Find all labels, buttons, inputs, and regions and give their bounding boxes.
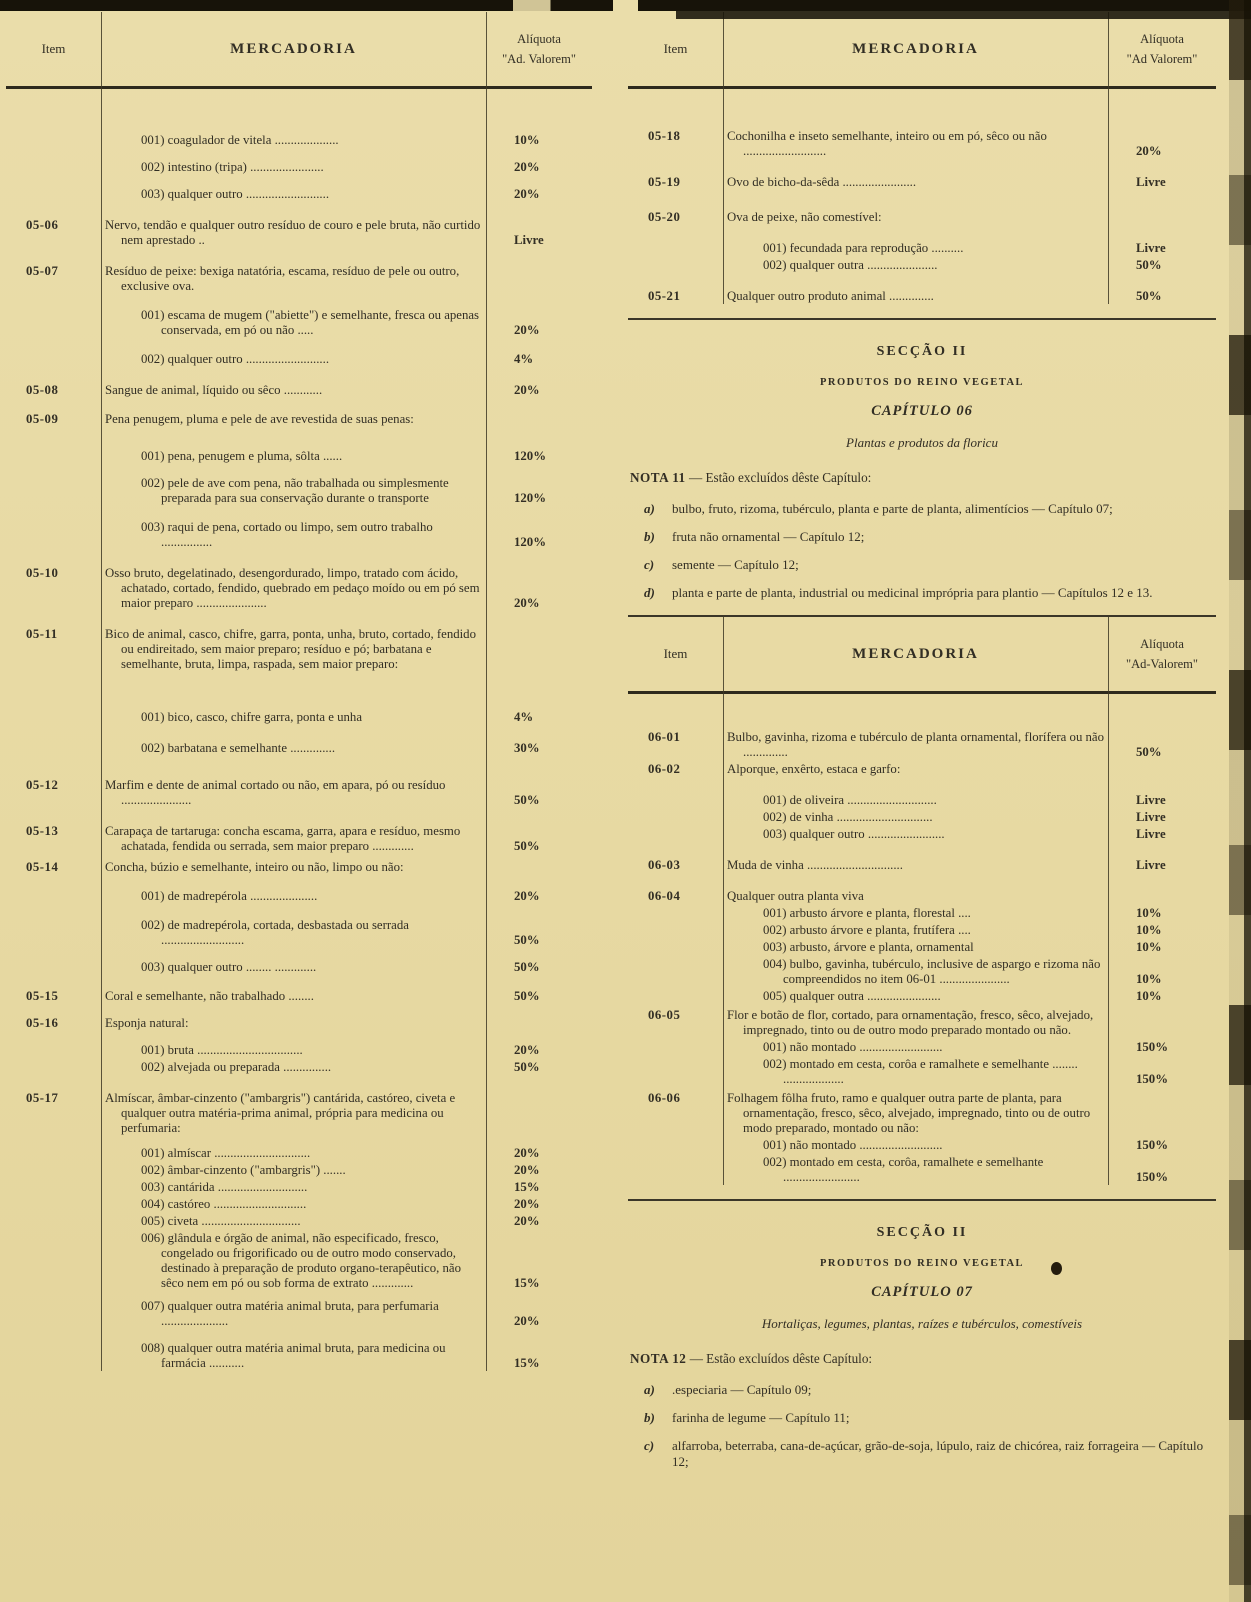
table-row <box>6 1197 592 1212</box>
row-item-code <box>628 1040 723 1055</box>
row-item-code: 05-20 <box>648 210 681 224</box>
row-description: 001) fecundada para reprodução .......... <box>763 241 964 255</box>
row-item-code: 05-19 <box>648 175 681 189</box>
row-rate: Livre <box>1136 175 1166 189</box>
table-row <box>628 1008 1216 1038</box>
row-item-code: 06-03 <box>648 858 681 872</box>
table-row <box>6 960 592 975</box>
row-description: 002) arbusto árvore e planta, frutífera .... <box>763 923 971 937</box>
exclusion-item <box>628 529 1216 545</box>
row-rate: 120% <box>514 449 546 463</box>
table-row <box>628 827 1216 842</box>
section-chapter-06 <box>628 318 1216 601</box>
row-description: Cochonilha e inseto semelhante, inteiro ou em pó, sêco ou não .......................... <box>727 129 1047 158</box>
row-description: 002) qualquer outra ...................... <box>763 258 938 272</box>
row-description: 001) pena, penugem e pluma, sôlta ...... <box>141 449 343 463</box>
column-divider-left <box>723 615 724 1185</box>
row-item-code <box>6 133 101 148</box>
table-row <box>628 923 1216 938</box>
exclusion-text: bulbo, fruto, rizoma, tubérculo, planta e parte de planta, alimentícios — Capítulo 07; <box>672 501 1113 516</box>
table-row <box>6 824 592 854</box>
row-description: 002) de vinha .............................. <box>763 810 933 824</box>
table-row <box>628 793 1216 808</box>
row-description: Carapaça de tartaruga: concha escama, garra, apara e resíduo, mesmo achatada, fendida ou serrada, sem maior preparo ............. <box>105 824 461 853</box>
row-description: Qualquer outro produto animal .............. <box>727 289 934 303</box>
row-rate: 20% <box>514 1314 540 1328</box>
row-description: 001) almíscar .............................. <box>141 1146 311 1160</box>
row-description: 002) âmbar-cinzento ("ambargris") ....... <box>141 1163 346 1177</box>
right-column <box>628 12 1216 1482</box>
row-item-code: 05-11 <box>26 627 58 641</box>
section-subtitle: PRODUTOS DO REINO VEGETAL <box>819 377 1025 388</box>
exclusion-text: farinha de legume — Capítulo 11; <box>672 1410 850 1425</box>
row-description: 003) cantárida ............................ <box>141 1180 308 1194</box>
row-description: 001) arbusto árvore e planta, florestal .... <box>763 906 971 920</box>
table-row <box>6 352 592 367</box>
row-rate: 50% <box>514 1060 540 1074</box>
row-rate: 20% <box>514 160 540 174</box>
row-rate: 120% <box>514 535 546 549</box>
nota-label: NOTA 12 <box>630 1351 687 1366</box>
table-row <box>6 449 592 464</box>
column-header-item: Item <box>663 646 688 661</box>
table-row <box>6 218 592 248</box>
column-header-item: Item <box>41 41 66 56</box>
row-rate: 15% <box>514 1356 540 1370</box>
row-description: Coral e semelhante, não trabalhado ........ <box>105 989 314 1003</box>
row-rate: 20% <box>514 1214 540 1228</box>
table-row <box>628 175 1216 190</box>
nota-text: — Estão excluídos dêste Capítulo: <box>685 470 872 485</box>
table-body <box>6 133 592 1371</box>
table-row <box>6 1180 592 1195</box>
row-item-code <box>628 989 723 1004</box>
row-description: Bulbo, gavinha, rizoma e tubérculo de planta ornamental, florífera ou não .............. <box>727 730 1105 759</box>
chapter-title: CAPÍTULO 07 <box>871 1284 973 1300</box>
row-item-code: 06-02 <box>648 762 681 776</box>
row-description: Folhagem fôlha fruto, ramo e qualquer outra parte de planta, para ornamentação, fresco, sêco, alvejado, impregnado, tinto ou de outro modo preparado, montado ou não: <box>727 1091 1091 1135</box>
row-item-code <box>6 710 101 725</box>
row-item-code <box>6 1180 101 1195</box>
row-description: 002) barbatana e semelhante .............. <box>141 741 336 755</box>
section-title: SECÇÃO II <box>876 1225 968 1240</box>
row-item-code <box>6 1214 101 1229</box>
row-rate: 10% <box>514 133 540 147</box>
table-row <box>628 906 1216 921</box>
table-row <box>6 860 592 875</box>
table-row <box>628 129 1216 159</box>
row-rate: 20% <box>514 323 540 337</box>
row-item-code <box>6 352 101 367</box>
row-description: Ovo de bicho-da-sêda ....................... <box>727 175 917 189</box>
table-row <box>6 918 592 948</box>
table-row <box>628 730 1216 760</box>
row-rate: Livre <box>514 233 544 247</box>
row-item-code: 05-18 <box>648 129 681 143</box>
exclusion-letter: a) <box>644 1382 655 1397</box>
row-rate: 30% <box>514 741 540 755</box>
column-header-item: Item <box>663 41 688 56</box>
row-item-code <box>6 1341 101 1371</box>
table-row <box>6 264 592 294</box>
column-divider-left <box>723 12 724 304</box>
row-description: 003) raqui de pena, cortado ou limpo, sem outro trabalho ................ <box>141 520 433 549</box>
aliquota-label-line1: Alíquota <box>1140 32 1184 46</box>
row-description: 008) qualquer outra matéria animal bruta, para medicina ou farmácia ........... <box>141 1341 446 1370</box>
table-row <box>6 1214 592 1229</box>
row-item-code: 05-14 <box>26 860 59 874</box>
column-header-aliquota <box>486 29 592 69</box>
row-rate: 50% <box>1136 745 1162 759</box>
row-description: 002) montado em cesta, corôa e ramalhete e semelhante ........ ................... <box>763 1057 1078 1086</box>
row-rate: 20% <box>1136 144 1162 158</box>
row-description: 005) qualquer outra ....................... <box>763 989 941 1003</box>
row-rate: 10% <box>1136 923 1162 937</box>
tariff-table-right-top <box>628 12 1216 304</box>
row-description: Bico de animal, casco, chifre, garra, ponta, unha, bruto, cortado, fendido ou endireitado, sem maior preparo; resíduo e pó; barbatana e semelhante, bruta, limpa, raspada, sem maior preparo: <box>105 627 476 671</box>
table-row <box>6 160 592 175</box>
table-row <box>628 1155 1216 1185</box>
row-rate: 50% <box>514 989 540 1003</box>
table-row <box>6 133 592 148</box>
table-row <box>6 1060 592 1075</box>
row-rate: Livre <box>1136 827 1166 841</box>
nota-line <box>628 1351 1216 1367</box>
row-item-code: 05-13 <box>26 824 59 838</box>
row-description: 001) bico, casco, chifre garra, ponta e unha <box>141 710 363 724</box>
row-item-code: 05-17 <box>26 1091 59 1105</box>
row-description: Sangue de animal, líquido ou sêco ............ <box>105 383 323 397</box>
aliquota-label-line2: "Ad-Valorem" <box>1126 657 1198 671</box>
table-row <box>628 210 1216 225</box>
row-item-code <box>628 827 723 842</box>
row-item-code <box>6 960 101 975</box>
row-rate: 150% <box>1136 1072 1168 1086</box>
exclusion-item <box>628 557 1216 573</box>
exclusion-text: semente — Capítulo 12; <box>672 557 799 572</box>
row-rate: 10% <box>1136 972 1162 986</box>
row-description: 003) qualquer outro .......................... <box>141 187 330 201</box>
row-item-code <box>628 1057 723 1087</box>
row-item-code <box>628 1155 723 1185</box>
row-rate: Livre <box>1136 810 1166 824</box>
table-row <box>628 1040 1216 1055</box>
row-item-code <box>6 1060 101 1075</box>
row-description: Pena penugem, pluma e pele de ave revestida de suas penas: <box>105 412 414 426</box>
table-row <box>6 778 592 808</box>
row-rate: 15% <box>514 1276 540 1290</box>
row-description: 006) glândula e órgão de animal, não especificado, fresco, congelado ou frigorificado ou de outro modo conservado, destinado à preparação de produto organo-terapêutico, não sêco nem em pó ou sob forma de extrato ............. <box>141 1231 462 1290</box>
row-description: Flor e botão de flor, cortado, para ornamentação, fresco, sêco, alvejado, impregnado, tinto ou de outro modo preparado montado ou não. <box>727 1008 1094 1037</box>
row-rate: 50% <box>514 793 540 807</box>
row-item-code: 05-09 <box>26 412 59 426</box>
table-row <box>6 1299 592 1329</box>
table-row <box>6 412 592 427</box>
nota-label: NOTA 11 <box>630 470 686 485</box>
table-row <box>6 1146 592 1161</box>
row-item-code: 05-16 <box>26 1016 59 1030</box>
left-column <box>6 12 592 1371</box>
row-item-code: 05-06 <box>26 218 59 232</box>
row-description: Resíduo de peixe: bexiga natatória, escama, resíduo de pele ou outro, exclusive ova. <box>105 264 460 293</box>
exclusion-item <box>628 1438 1216 1470</box>
column-divider-right <box>1108 615 1109 1185</box>
row-rate: 50% <box>1136 289 1162 303</box>
row-item-code <box>6 1146 101 1161</box>
row-item-code: 05-07 <box>26 264 59 278</box>
chapter-subtitle: Hortaliças, legumes, plantas, raízes e tubérculos, comestíveis <box>761 1316 1083 1331</box>
column-divider-left <box>101 12 102 1371</box>
table-row <box>628 258 1216 273</box>
row-rate: 150% <box>1136 1040 1168 1054</box>
table-row <box>6 1231 592 1291</box>
row-description: 002) qualquer outro .......................... <box>141 352 330 366</box>
row-description: Ova de peixe, não comestível: <box>727 210 882 224</box>
exclusion-text: fruta não ornamental — Capítulo 12; <box>672 529 865 544</box>
row-item-code <box>6 1163 101 1178</box>
row-rate: 150% <box>1136 1170 1168 1184</box>
row-description: Alporque, enxêrto, estaca e garfo: <box>727 762 901 776</box>
exclusion-letter: a) <box>644 501 655 516</box>
row-item-code <box>628 923 723 938</box>
column-header-mercadoria: MERCADORIA <box>852 40 979 57</box>
row-rate: 4% <box>514 352 534 366</box>
table-row <box>628 1091 1216 1136</box>
section-subtitle: PRODUTOS DO REINO VEGETAL <box>819 1258 1025 1269</box>
aliquota-label-line2: "Ad. Valorem" <box>502 52 576 66</box>
table-row <box>6 1341 592 1371</box>
row-description: 001) escama de mugem ("abiette") e semelhante, fresca ou apenas conservada, em pó ou não ..... <box>141 308 480 337</box>
row-item-code: 05-10 <box>26 566 59 580</box>
table-row <box>6 989 592 1004</box>
row-item-code <box>628 906 723 921</box>
row-description: Marfim e dente de animal cortado ou não, em apara, pó ou resíduo ...................... <box>105 778 446 807</box>
table-header <box>628 12 1216 89</box>
row-description: Concha, búzio e semelhante, inteiro ou não, limpo ou não: <box>105 860 404 874</box>
row-rate: 50% <box>514 933 540 947</box>
nota-line <box>628 470 1216 486</box>
table-body <box>628 730 1216 1185</box>
table-row <box>628 1138 1216 1153</box>
row-rate: 20% <box>514 596 540 610</box>
row-item-code <box>6 449 101 464</box>
row-rate: 20% <box>514 1197 540 1211</box>
table-row <box>628 989 1216 1004</box>
table-row <box>6 566 592 611</box>
row-description: 004) castóreo ............................. <box>141 1197 307 1211</box>
row-description: Muda de vinha .............................. <box>727 858 903 872</box>
table-row <box>628 1057 1216 1087</box>
row-item-code: 05-21 <box>648 289 681 303</box>
table-row <box>628 858 1216 873</box>
row-description: 004) bulbo, gavinha, tubérculo, inclusive de aspargo e rizoma não compreendidos no item 06-01 ...................... <box>763 957 1101 986</box>
scan-artifact-right-edge-dark <box>1244 0 1251 1602</box>
exclusion-text: alfarroba, beterraba, cana-de-açúcar, grão-de-soja, lúpulo, raiz de chicórea, raiz forrageira — Capítulo 12; <box>672 1438 1204 1469</box>
table-body <box>628 129 1216 304</box>
row-rate: 50% <box>514 839 540 853</box>
section-title: SECÇÃO II <box>876 344 968 359</box>
row-rate: 4% <box>514 710 534 724</box>
table-row <box>6 383 592 398</box>
row-description: 001) não montado .......................... <box>763 1040 943 1054</box>
table-row <box>6 741 592 756</box>
scan-artifact-top-band <box>0 0 1251 11</box>
row-item-code: 06-06 <box>648 1091 681 1105</box>
table-row <box>6 308 592 338</box>
column-header-mercadoria: MERCADORIA <box>230 40 357 57</box>
table-row <box>6 476 592 506</box>
row-description: 001) de oliveira ............................ <box>763 793 937 807</box>
row-item-code <box>6 1043 101 1058</box>
row-description: 001) coagulador de vitela .................... <box>141 133 339 147</box>
column-header-aliquota <box>1108 29 1216 69</box>
row-description: Qualquer outra planta viva <box>727 889 864 903</box>
exclusion-letter: c) <box>644 557 655 572</box>
row-item-code: 05-08 <box>26 383 59 397</box>
row-rate: 50% <box>514 960 540 974</box>
row-description: Esponja natural: <box>105 1016 189 1030</box>
row-item-code <box>628 258 723 273</box>
row-description: 001) não montado .......................... <box>763 1138 943 1152</box>
column-header-mercadoria: MERCADORIA <box>852 645 979 662</box>
row-item-code <box>6 889 101 904</box>
row-item-code: 06-05 <box>648 1008 681 1022</box>
column-divider-right <box>1108 12 1109 304</box>
exclusion-item <box>628 501 1216 517</box>
row-item-code: 06-01 <box>648 730 681 744</box>
row-description: 002) alvejada ou preparada ............... <box>141 1060 332 1074</box>
row-description: Osso bruto, degelatinado, desengordurado, limpo, tratado com ácido, achatado, cortado, fendido, quebrado em pedaço moído ou em pó sem maior preparo ...................... <box>105 566 480 610</box>
table-row <box>6 627 592 672</box>
row-rate: 150% <box>1136 1138 1168 1152</box>
row-description: 005) civeta ............................... <box>141 1214 301 1228</box>
row-item-code <box>6 1299 101 1329</box>
table-row <box>6 889 592 904</box>
row-description: 003) qualquer outro ........ ............. <box>141 960 317 974</box>
table-row <box>628 762 1216 777</box>
row-item-code <box>628 241 723 256</box>
row-rate: 20% <box>514 187 540 201</box>
table-row <box>6 187 592 202</box>
row-rate: 20% <box>514 383 540 397</box>
row-rate: 20% <box>514 1146 540 1160</box>
row-rate: 10% <box>1136 906 1162 920</box>
exclusion-letter: b) <box>644 529 655 544</box>
table-row <box>628 940 1216 955</box>
row-item-code <box>6 160 101 175</box>
row-description: 001) bruta ................................. <box>141 1043 303 1057</box>
row-item-code <box>6 741 101 756</box>
row-description: 002) intestino (tripa) ....................... <box>141 160 324 174</box>
row-item-code <box>628 940 723 955</box>
chapter-title: CAPÍTULO 06 <box>871 403 973 419</box>
row-item-code <box>6 918 101 948</box>
table-row <box>628 241 1216 256</box>
row-item-code <box>6 1197 101 1212</box>
row-description: 003) arbusto, árvore e planta, ornamental <box>763 940 974 954</box>
row-rate: Livre <box>1136 793 1166 807</box>
row-rate: Livre <box>1136 858 1166 872</box>
aliquota-label-line1: Alíquota <box>517 32 561 46</box>
row-rate: 15% <box>514 1180 540 1194</box>
chapter-subtitle: Plantas e produtos da floricu <box>846 435 998 450</box>
exclusion-item <box>628 1410 1216 1426</box>
exclusion-letter: c) <box>644 1438 655 1453</box>
exclusion-text: planta e parte de planta, industrial ou medicinal imprópria para plantio — Capítulos 12 e 13. <box>672 585 1153 600</box>
ink-spot <box>1051 1262 1062 1275</box>
row-item-code <box>6 308 101 338</box>
row-rate: 10% <box>1136 940 1162 954</box>
table-row <box>6 1016 592 1031</box>
row-description: Nervo, tendão e qualquer outro resíduo de couro e pele bruta, não curtido nem aprestado .. <box>105 218 481 247</box>
row-item-code <box>628 793 723 808</box>
row-rate: 20% <box>514 1163 540 1177</box>
column-divider-right <box>486 12 487 1371</box>
aliquota-label-line1: Alíquota <box>1140 637 1184 651</box>
row-item-code <box>6 1231 101 1291</box>
row-rate: 120% <box>514 491 546 505</box>
row-rate: 50% <box>1136 258 1162 272</box>
table-row <box>6 1043 592 1058</box>
exclusion-letter: b) <box>644 1410 655 1425</box>
exclusion-text: .especiaria — Capítulo 09; <box>672 1382 812 1397</box>
row-rate: Livre <box>1136 241 1166 255</box>
table-row <box>6 710 592 725</box>
row-description: Almíscar, âmbar-cinzento ("ambargris") cantárida, castóreo, civeta e qualquer outra matéria-prima animal, própria para medicina ou perfumaria: <box>105 1091 456 1135</box>
section-chapter-07 <box>628 1199 1216 1470</box>
row-item-code: 06-04 <box>648 889 681 903</box>
table-row <box>6 520 592 550</box>
row-description: 002) pele de ave com pena, não trabalhada ou simplesmente preparada para sua conservação durante o transporte <box>141 476 449 505</box>
row-rate: 10% <box>1136 989 1162 1003</box>
row-item-code <box>628 957 723 987</box>
tariff-table-left <box>6 12 592 1371</box>
row-item-code <box>6 520 101 550</box>
row-item-code <box>6 476 101 506</box>
exclusion-item <box>628 585 1216 601</box>
exclusion-item <box>628 1382 1216 1398</box>
row-rate: 20% <box>514 1043 540 1057</box>
row-description: 003) qualquer outro ........................ <box>763 827 945 841</box>
table-header <box>6 12 592 89</box>
exclusion-letter: d) <box>644 585 655 600</box>
row-rate: 20% <box>514 889 540 903</box>
column-header-aliquota <box>1108 634 1216 674</box>
table-row <box>628 289 1216 304</box>
aliquota-label-line2: "Ad Valorem" <box>1126 52 1198 66</box>
row-description: 001) de madrepérola ..................... <box>141 889 318 903</box>
table-row <box>628 889 1216 904</box>
row-item-code: 05-15 <box>26 989 59 1003</box>
tariff-table-right-mid <box>628 615 1216 1185</box>
nota-text: — Estão excluídos dêste Capítulo: <box>686 1351 873 1366</box>
table-row <box>6 1163 592 1178</box>
row-description: 002) de madrepérola, cortada, desbastada ou serrada .......................... <box>141 918 409 947</box>
table-row <box>628 810 1216 825</box>
table-row <box>6 1091 592 1136</box>
row-item-code <box>6 187 101 202</box>
section-top-rule <box>628 1199 1216 1201</box>
row-item-code <box>628 1138 723 1153</box>
section-top-rule <box>628 318 1216 320</box>
row-item-code: 05-12 <box>26 778 59 792</box>
table-row <box>628 957 1216 987</box>
row-description: 002) montado em cesta, corôa, ramalhete e semelhante ........................ <box>763 1155 1044 1184</box>
row-item-code <box>628 810 723 825</box>
row-description: 007) qualquer outra matéria animal bruta, para perfumaria ..................... <box>141 1299 439 1328</box>
table-header <box>628 617 1216 694</box>
